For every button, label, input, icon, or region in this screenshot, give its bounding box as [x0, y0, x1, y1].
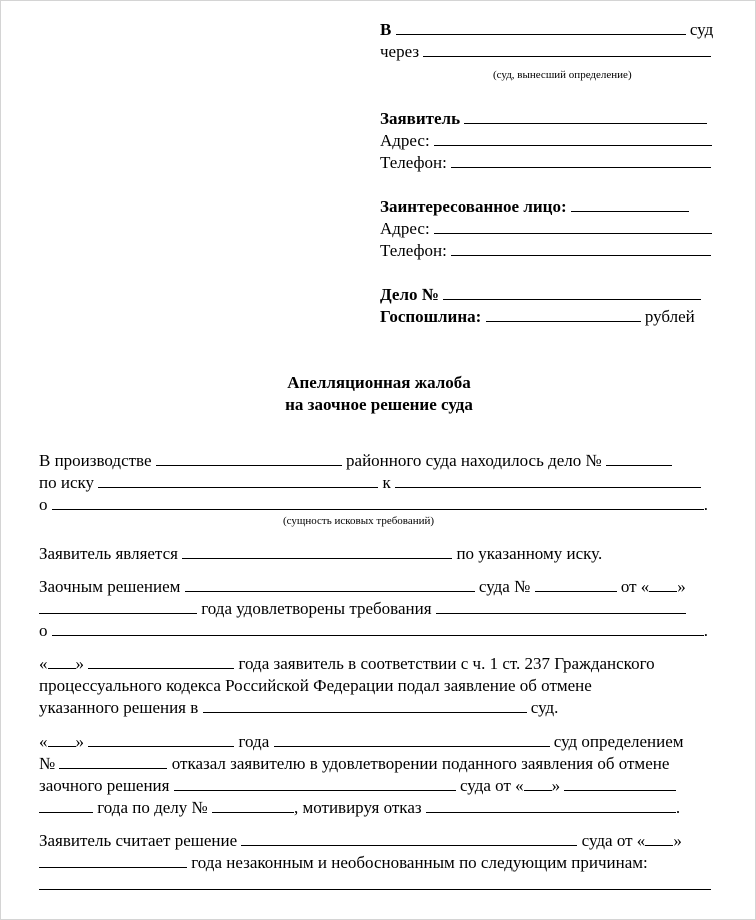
case-number-blank[interactable] — [606, 451, 672, 466]
p5-line2 — [39, 754, 669, 774]
interested-address-blank[interactable] — [434, 219, 712, 234]
p1-line3 — [39, 495, 708, 515]
p3-text: от « — [620, 577, 650, 596]
applicant-phone-label: Телефон: — [380, 153, 447, 172]
filing-court-blank[interactable] — [203, 698, 527, 713]
p3-text: года удовлетворены требования — [201, 599, 432, 618]
p4-text: указанного решения в — [39, 698, 199, 717]
applicant-address-line — [380, 131, 712, 151]
p1-text: к — [382, 473, 391, 492]
p3-text: » — [677, 577, 686, 596]
filing-day-blank[interactable] — [48, 654, 76, 669]
applicant-line — [380, 109, 707, 129]
p5-text: заочного решения — [39, 776, 170, 795]
p4-text: « — [39, 654, 48, 673]
via-line — [380, 42, 711, 62]
p1-text: . — [703, 495, 708, 514]
p1-text: по иску — [39, 473, 95, 492]
p5-text: суда от « — [459, 776, 524, 795]
p3-line1 — [39, 577, 686, 597]
district-court-blank[interactable] — [156, 451, 342, 466]
p3-text: Заочным решением — [39, 577, 181, 596]
case-blank[interactable] — [443, 285, 701, 300]
contested-day-blank[interactable] — [645, 831, 673, 846]
interested-phone-label: Телефон: — [380, 241, 447, 260]
p5-text: года по делу № — [97, 798, 208, 817]
via-label: через — [380, 42, 420, 61]
p5-line4 — [39, 798, 680, 818]
satisfied-claims-blank[interactable] — [436, 599, 686, 614]
interested-phone-line — [380, 241, 711, 261]
decision-court-blank[interactable] — [185, 577, 475, 592]
p1-text: о — [39, 495, 48, 514]
p1-text: районного суда находилось дело № — [346, 451, 602, 470]
p6-text: » — [673, 831, 682, 850]
p6-line1 — [39, 831, 682, 851]
case-line — [380, 285, 701, 305]
default-decision-day-blank[interactable] — [524, 776, 552, 791]
refusal-reason-blank[interactable] — [426, 798, 676, 813]
p5-text: № — [39, 754, 56, 773]
plaintiff-blank[interactable] — [98, 473, 378, 488]
contested-decision-court-blank[interactable] — [241, 831, 577, 846]
p3-text: суда № — [478, 577, 531, 596]
refusal-court-blank[interactable] — [274, 732, 550, 747]
p5-text: отказал заявителю в удовлетворении поданного заявления об отмене — [171, 754, 670, 773]
p2-text: Заявитель является — [39, 544, 178, 563]
p6-line2 — [39, 853, 648, 873]
claim-essence-blank[interactable] — [52, 495, 704, 510]
fee-suffix: рублей — [644, 307, 695, 326]
p2-line1 — [39, 544, 602, 564]
case-label: Дело № — [380, 285, 439, 304]
applicant-role-blank[interactable] — [182, 544, 452, 559]
p4-text: процессуального кодекса Российской Федерации подал заявление об отмене — [39, 676, 592, 695]
applicant-phone-blank[interactable] — [451, 153, 711, 168]
interested-line — [380, 197, 689, 217]
p6-text: Заявитель считает решение — [39, 831, 238, 850]
filing-month-year-blank[interactable] — [88, 654, 234, 669]
applicant-label: Заявитель — [380, 109, 461, 128]
default-decision-year-blank[interactable] — [39, 798, 93, 813]
refusal-month-year-blank[interactable] — [88, 732, 234, 747]
fee-blank[interactable] — [486, 307, 641, 322]
applicant-address-label: Адрес: — [380, 131, 430, 150]
p6-text: года незаконным и необоснованным по следующим причинам: — [191, 853, 648, 872]
p5-text: . — [675, 798, 681, 817]
p3-text: о — [39, 621, 48, 640]
fee-label: Госпошлина: — [380, 307, 482, 326]
p5-text: , мотивируя отказ — [294, 798, 422, 817]
p6-line3 — [39, 875, 711, 895]
p4-text: » — [75, 654, 84, 673]
claims-essence-blank[interactable] — [52, 621, 704, 636]
interested-address-line — [380, 219, 712, 239]
applicant-blank[interactable] — [464, 109, 707, 124]
p3-text: . — [703, 621, 708, 640]
interested-phone-blank[interactable] — [451, 241, 711, 256]
defendant-blank[interactable] — [395, 473, 701, 488]
p4-line2 — [39, 676, 592, 696]
court-blank[interactable] — [396, 20, 686, 35]
via-blank[interactable] — [423, 42, 711, 57]
p3-line3 — [39, 621, 708, 641]
p1-text: В производстве — [39, 451, 152, 470]
default-decision-court-blank[interactable] — [174, 776, 456, 791]
fee-line — [380, 307, 695, 327]
p5-line1 — [39, 732, 684, 752]
p5-text: года — [238, 732, 270, 751]
p5-line3 — [39, 776, 676, 796]
contested-month-year-blank[interactable] — [39, 853, 187, 868]
refusal-day-blank[interactable] — [48, 732, 76, 747]
decision-day-blank[interactable] — [649, 577, 677, 592]
p1-line2 — [39, 473, 701, 493]
p4-line3 — [39, 698, 558, 718]
court-line — [380, 20, 713, 40]
p5-text: » — [75, 732, 84, 751]
applicant-phone-line — [380, 153, 711, 173]
p4-line1 — [39, 654, 655, 674]
p2-text: по указанному иску. — [456, 544, 603, 563]
p6-text: суда от « — [581, 831, 646, 850]
p5-text: суд определением — [553, 732, 684, 751]
document-title-line1: Апелляционная жалоба — [287, 373, 471, 392]
p1-line1 — [39, 451, 672, 471]
document-title-line2: на заочное решение суда — [285, 395, 473, 414]
interested-address-label: Адрес: — [380, 219, 430, 238]
court-prefix: В — [380, 20, 392, 39]
p5-text: » — [551, 776, 561, 795]
via-note: (суд, вынесший определение) — [493, 69, 632, 81]
p4-text: года заявитель в соответствии с ч. 1 ст. 237 Гражданского — [238, 654, 655, 673]
p3-line2 — [39, 599, 686, 619]
interested-label: Заинтересованное лицо: — [380, 197, 567, 216]
decision-month-year-blank[interactable] — [39, 599, 197, 614]
p4-text: суд. — [530, 698, 559, 717]
applicant-address-blank[interactable] — [434, 131, 712, 146]
claim-essence-note: (сущность исковых требований) — [283, 515, 435, 527]
interested-blank[interactable] — [571, 197, 689, 212]
ruling-number-blank[interactable] — [59, 754, 167, 769]
decision-court-number-blank[interactable] — [535, 577, 617, 592]
court-suffix: суд — [689, 20, 714, 39]
refusal-case-number-blank[interactable] — [212, 798, 294, 813]
default-decision-month-blank[interactable] — [564, 776, 676, 791]
reasons-blank[interactable] — [39, 875, 711, 890]
p5-text: « — [39, 732, 48, 751]
